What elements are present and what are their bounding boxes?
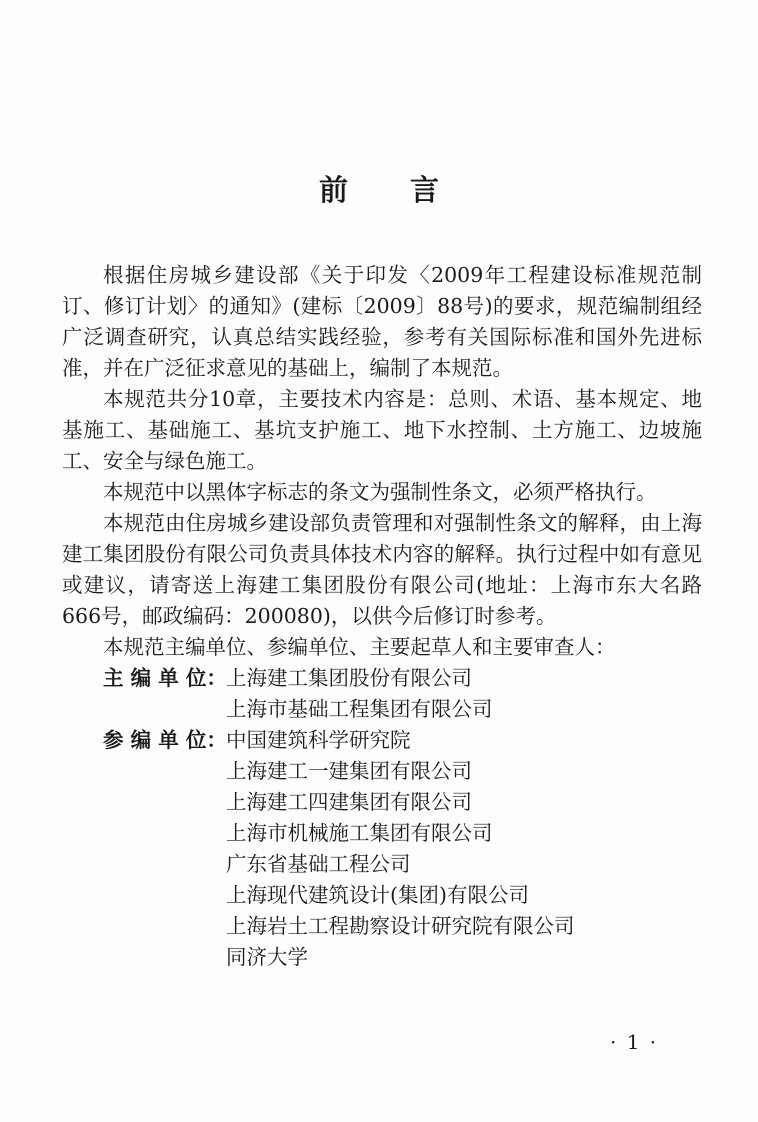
participating-unit-item: 上海建工四建集团有限公司 (226, 790, 472, 814)
participating-unit-item: 上海现代建筑设计(集团)有限公司 (226, 883, 529, 907)
participating-unit-item: 中国建筑科学研究院 (226, 728, 411, 752)
paragraph-contents: 本规范共分10章，主要技术内容是：总则、术语、基本规定、地基施工、基础施工、基坑支护施工、地下水控制、土方施工、边坡施工、安全与绿色施工。 (62, 387, 702, 473)
chief-unit-item: 上海市基础工程集团有限公司 (226, 697, 493, 721)
title-char-1: 前 (318, 173, 348, 207)
participating-unit-item: 上海市机械施工集团有限公司 (226, 821, 493, 845)
paragraph-units-intro: 本规范主编单位、参编单位、主要起草人和主要审查人： (103, 635, 616, 659)
participating-units-label: 参 编 单 位： (103, 728, 227, 752)
participating-unit-item: 上海岩土工程勘察设计研究院有限公司 (226, 914, 575, 938)
page-number: · 1 · (610, 1030, 659, 1054)
participating-unit-item: 广东省基础工程公司 (226, 852, 411, 876)
participating-units (62, 725, 702, 973)
preface-body (62, 260, 702, 973)
chief-units-label: 主 编 单 位： (103, 666, 227, 690)
participating-unit-item: 上海建工一建集团有限公司 (226, 759, 472, 783)
chief-editing-units (62, 663, 702, 725)
participating-unit-item: 同济大学 (226, 945, 308, 969)
title-char-2: 言 (410, 173, 440, 207)
page-title (0, 168, 758, 209)
paragraph-basis: 根据住房城乡建设部《关于印发〈2009年工程建设标准规范制订、修订计划〉的通知》(建标〔2009〕88号)的要求，规范编制组经广泛调查研究，认真总结实践经验，参考有关国际标准和国外先进标准，并在广泛征求意见的基础上，编制了本规范。 (62, 263, 702, 380)
paragraph-management: 本规范由住房城乡建设部负责管理和对强制性条文的解释，由上海建工集团股份有限公司负责具体技术内容的解释。执行过程中如有意见或建议，请寄送上海建工集团股份有限公司(地址：上海市东大名路666号，邮政编码：200080)，以供今后修订时参考。 (62, 511, 702, 628)
chief-units-list (226, 663, 493, 725)
participating-units-list (226, 725, 575, 973)
paragraph-mandatory: 本规范中以黑体字标志的条文为强制性条文，必须严格执行。 (103, 480, 657, 504)
chief-unit-item: 上海建工集团股份有限公司 (226, 666, 472, 690)
